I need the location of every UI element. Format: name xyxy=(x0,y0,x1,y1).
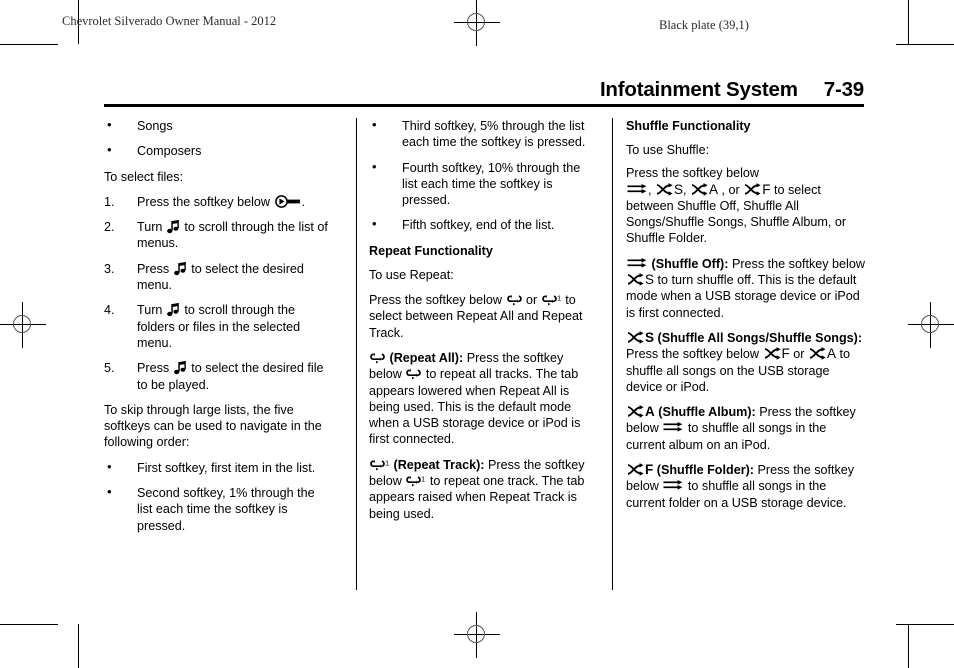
svg-text:1: 1 xyxy=(385,458,389,468)
shuffle-select-sep1: , xyxy=(648,182,655,197)
list-item xyxy=(104,143,332,159)
step-3 xyxy=(104,261,332,294)
step-text-pre: Press xyxy=(137,261,173,276)
svg-text:1: 1 xyxy=(556,293,561,303)
repeat-track-term: (Repeat Track): xyxy=(393,457,485,472)
crop-mark-top-right-horizontal xyxy=(896,44,954,45)
bullet-glyph: • xyxy=(372,216,377,232)
step-number: 4. xyxy=(104,303,115,318)
step-5 xyxy=(104,360,332,393)
shuffle-album-icon xyxy=(691,183,708,196)
repeat-track-body-post: to repeat one track. The tab appears raised when Repeat Track is being used. xyxy=(369,474,585,521)
repeat-all-body-post: to repeat all tracks. The tab appears lowered when Repeat All is being used. This is the default mode when a USB storage device or iPod is first connected. xyxy=(369,367,581,447)
shuffle-all-body-mid: or xyxy=(789,347,808,362)
shuffle-folder-letter: F xyxy=(781,346,790,362)
column-3 xyxy=(626,118,866,520)
shuffle-off-term: (Shuffle Off): xyxy=(651,256,729,271)
repeat-select-mid: or xyxy=(522,293,541,308)
column-divider-1 xyxy=(356,118,357,590)
shuffle-off-definition xyxy=(626,256,866,321)
shuffle-album-body-post: to shuffle all songs in the current album on an iPod. xyxy=(626,421,827,452)
list-item-label: Third softkey, 5% through the list each time the softkey is pressed. xyxy=(402,119,586,150)
music-note-icon xyxy=(174,361,187,375)
list-item-label: Second softkey, 1% through the list each time the softkey is pressed. xyxy=(137,486,315,533)
shuffle-folder-icon xyxy=(627,463,644,476)
shuffle-album-letter: A xyxy=(645,404,655,420)
repeat-all-icon xyxy=(370,351,385,365)
select-files-intro: To select files: xyxy=(104,169,184,184)
list-item xyxy=(369,118,597,151)
step-number: 1. xyxy=(104,194,115,209)
step-4 xyxy=(104,302,332,351)
softkey-order-list-part1 xyxy=(104,460,332,534)
repeat-all-body-pre: Press the softkey below xyxy=(369,350,564,382)
select-files-steps xyxy=(104,194,332,393)
shuffle-folder-body-post: to shuffle all songs in the current folder on a USB storage device. xyxy=(626,479,847,510)
list-item-label: Songs xyxy=(137,119,173,133)
shuffle-folder-body-pre: Press the softkey below xyxy=(626,463,855,494)
shuffle-off-icon xyxy=(627,183,647,195)
bullet-glyph: • xyxy=(372,158,377,174)
title-rule xyxy=(104,104,864,107)
repeat-select-paragraph xyxy=(369,292,597,341)
crop-mark-bottom-right-horizontal xyxy=(896,624,954,625)
crop-mark-bottom-left-horizontal xyxy=(0,624,58,625)
shuffle-songs-icon xyxy=(627,273,644,286)
music-note-icon xyxy=(167,303,180,317)
shuffle-album-letter: A xyxy=(709,181,719,197)
crop-mark-bottom-left-vertical xyxy=(78,624,79,668)
softkey-order-list-part2 xyxy=(369,118,597,234)
registration-mark-bottom xyxy=(454,612,500,658)
list-item xyxy=(104,118,332,134)
step-number: 2. xyxy=(104,220,115,235)
repeat-all-definition xyxy=(369,350,597,448)
list-item xyxy=(104,460,332,476)
shuffle-functionality-heading: Shuffle Functionality xyxy=(626,119,751,133)
shuffle-album-definition xyxy=(626,404,866,453)
step-number: 3. xyxy=(104,261,115,276)
shuffle-select-paragraph xyxy=(626,165,866,246)
repeat-all-icon xyxy=(406,367,421,381)
music-note-icon xyxy=(167,220,180,234)
shuffle-all-songs-definition xyxy=(626,330,866,395)
shuffle-folder-definition xyxy=(626,462,866,511)
crop-mark-top-left-horizontal xyxy=(0,44,58,45)
list-item-label: Fifth softkey, end of the list. xyxy=(402,218,555,233)
page-number: 7-39 xyxy=(823,78,864,101)
page-title xyxy=(104,78,864,102)
registration-mark-left xyxy=(0,302,46,348)
list-item-label: Fourth softkey, 10% through the list each time the softkey is pressed. xyxy=(402,160,581,208)
repeat-all-term: (Repeat All): xyxy=(389,350,464,365)
registration-mark-right xyxy=(908,302,954,348)
shuffle-select-pre: Press the softkey below xyxy=(626,166,759,181)
shuffle-folder-icon xyxy=(764,347,781,360)
list-item xyxy=(369,217,597,233)
shuffle-off-icon xyxy=(627,257,647,269)
bullet-glyph: • xyxy=(372,117,377,132)
shuffle-album-icon xyxy=(809,347,826,360)
repeat-select-pre: Press the softkey below xyxy=(369,293,506,308)
repeat-select-post: to select between Repeat All and Repeat Track. xyxy=(369,293,583,340)
shuffle-songs-icon xyxy=(656,183,673,196)
repeat-functionality-heading: Repeat Functionality xyxy=(369,243,493,258)
music-note-icon xyxy=(174,262,187,276)
list-item xyxy=(104,485,332,534)
step-text-pre: Turn xyxy=(137,303,166,318)
bullet-glyph: • xyxy=(107,458,112,474)
bullet-glyph: • xyxy=(107,484,112,500)
shuffle-all-body-pre: Press the softkey below xyxy=(626,347,763,362)
shuffle-all-songs-term: (Shuffle All Songs/Shuffle Songs): xyxy=(657,330,863,345)
list-item-label: Composers xyxy=(137,144,202,159)
repeat-track-icon xyxy=(406,474,425,488)
list-item-label: First softkey, first item in the list. xyxy=(137,460,316,475)
step-text-pre: Press xyxy=(137,361,173,376)
column-divider-2 xyxy=(612,118,613,590)
repeat-track-body-pre: Press the softkey below xyxy=(369,457,585,489)
step-1 xyxy=(104,194,332,210)
shuffle-folder-letter: F xyxy=(762,181,771,197)
shuffle-songs-letter: S xyxy=(674,181,684,197)
column-1 xyxy=(104,118,332,543)
step-text-post: to scroll through the list of menus. xyxy=(137,220,328,251)
shuffle-folder-letter: F xyxy=(645,462,654,478)
shuffle-off-icon xyxy=(663,421,683,433)
shuffle-album-icon xyxy=(627,405,644,418)
shuffle-off-icon xyxy=(663,479,683,491)
shuffle-intro: To use Shuffle: xyxy=(626,143,710,157)
manual-title: Chevrolet Silverado Owner Manual - 2012 xyxy=(62,14,277,28)
registration-mark-top xyxy=(454,0,500,46)
step-number: 5. xyxy=(104,361,115,376)
step-text-post: to scroll through the folders or files in the selected menu. xyxy=(137,303,301,350)
repeat-all-icon xyxy=(507,293,522,307)
step-2 xyxy=(104,219,332,252)
shuffle-songs-icon xyxy=(627,331,644,344)
step-text-post: . xyxy=(301,194,305,209)
step-text-post: to select the desired file to be played. xyxy=(137,361,324,392)
chapter-title: Infotainment System xyxy=(599,78,798,101)
shuffle-all-body-post: to shuffle all songs on the USB storage device or iPod. xyxy=(626,347,850,394)
repeat-track-definition xyxy=(369,457,597,522)
crop-mark-top-right-vertical xyxy=(908,0,909,44)
bullet-glyph: • xyxy=(107,117,112,132)
shuffle-select-sep3: , or xyxy=(718,182,744,197)
column-2 xyxy=(369,118,597,531)
svg-text:1: 1 xyxy=(421,474,426,484)
repeat-intro: To use Repeat: xyxy=(369,267,454,282)
repeat-track-icon xyxy=(370,458,389,472)
shuffle-select-sep2: , xyxy=(683,182,691,197)
skip-lists-paragraph: To skip through large lists, the five softkeys can be used to navigate in the following order: xyxy=(104,402,322,450)
shuffle-select-post: to select between Shuffle Off, Shuffle All Songs/Shuffle Songs, Shuffle Album, or Shuffle Folder. xyxy=(626,182,847,246)
crop-mark-bottom-right-vertical xyxy=(908,624,909,668)
menu-softkey-icon xyxy=(275,195,301,208)
shuffle-off-body-pre: Press the softkey below xyxy=(728,256,865,271)
shuffle-off-body-post: to turn shuffle off. This is the default mode when a USB storage device or iPod is first connected. xyxy=(626,273,860,320)
shuffle-folder-icon xyxy=(744,183,761,196)
step-text-pre: Turn xyxy=(137,220,166,235)
shuffle-folder-term: (Shuffle Folder): xyxy=(656,463,754,478)
step-text-post: to select the desired menu. xyxy=(137,261,304,293)
browse-category-list xyxy=(104,118,332,160)
black-plate-marker: Black plate (39,1) xyxy=(659,18,749,32)
step-text-pre: Press the softkey below xyxy=(137,194,274,209)
shuffle-album-body-pre: Press the softkey below xyxy=(626,405,856,436)
list-item xyxy=(369,160,597,209)
shuffle-album-letter: A xyxy=(826,346,836,362)
repeat-track-icon xyxy=(542,293,561,307)
shuffle-songs-letter: S xyxy=(645,272,655,288)
bullet-glyph: • xyxy=(107,142,112,158)
shuffle-album-term: (Shuffle Album): xyxy=(658,405,756,420)
shuffle-songs-letter: S xyxy=(645,329,655,345)
